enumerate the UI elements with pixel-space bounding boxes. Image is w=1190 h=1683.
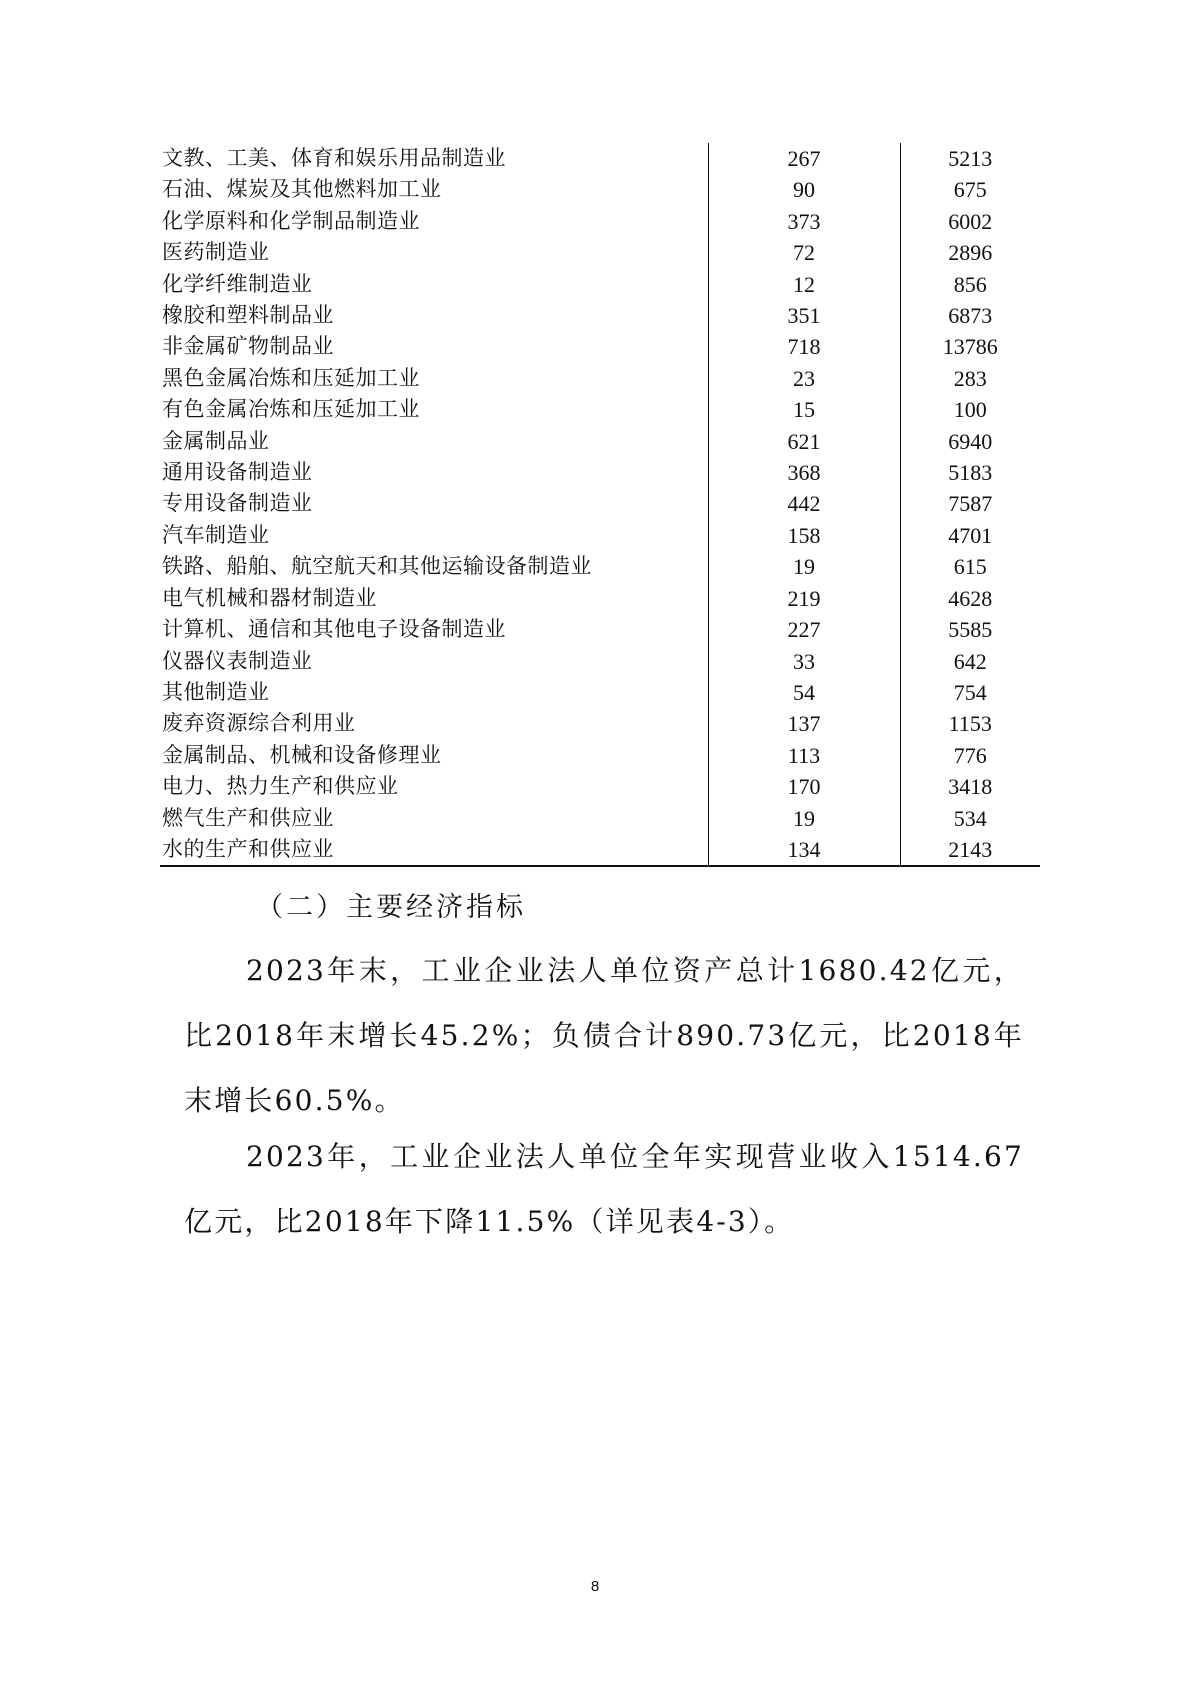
unit-count-cell: 227 xyxy=(708,614,900,645)
employee-count-cell: 5183 xyxy=(900,457,1040,488)
employee-count-cell: 6940 xyxy=(900,426,1040,457)
industry-name-cell: 非金属矿物制品业 xyxy=(162,334,334,359)
employee-count-cell: 100 xyxy=(900,394,1040,425)
unit-count-cell: 219 xyxy=(708,583,900,614)
unit-count-cell: 15 xyxy=(708,394,900,425)
industry-name-cell: 铁路、船舶、航空航天和其他运输设备制造业 xyxy=(162,554,592,579)
table-row xyxy=(160,551,1040,582)
employee-count-cell: 754 xyxy=(900,677,1040,708)
employee-count-cell: 856 xyxy=(900,269,1040,300)
unit-count-cell: 170 xyxy=(708,771,900,802)
employee-count-cell: 6873 xyxy=(900,300,1040,331)
employee-count-cell: 2896 xyxy=(900,237,1040,268)
unit-count-cell: 134 xyxy=(708,834,900,866)
unit-count-cell: 718 xyxy=(708,331,900,362)
industry-name-cell: 黑色金属冶炼和压延加工业 xyxy=(162,365,420,390)
table-row xyxy=(160,834,1040,866)
unit-count-cell: 19 xyxy=(708,803,900,834)
table-row xyxy=(160,237,1040,268)
industry-name-cell: 化学原料和化学制品制造业 xyxy=(162,208,420,233)
industry-name-cell: 有色金属冶炼和压延加工业 xyxy=(162,397,420,422)
employee-count-cell: 283 xyxy=(900,363,1040,394)
employee-count-cell: 13786 xyxy=(900,331,1040,362)
employee-count-cell: 4701 xyxy=(900,520,1040,551)
unit-count-cell: 54 xyxy=(708,677,900,708)
paragraph-revenue-text: 2023年，工业企业法人单位全年实现营业收入1514.67亿元，比2018年下降11.5%（详见表4-3）。 xyxy=(184,1140,1024,1238)
unit-count-cell: 33 xyxy=(708,646,900,677)
industry-table xyxy=(160,143,1040,867)
industry-name-cell: 文教、工美、体育和娱乐用品制造业 xyxy=(162,146,506,170)
table-row xyxy=(160,708,1040,739)
table-row xyxy=(160,206,1040,237)
table-row xyxy=(160,740,1040,771)
unit-count-cell: 373 xyxy=(708,206,900,237)
unit-count-cell: 267 xyxy=(708,143,900,174)
employee-count-cell: 6002 xyxy=(900,206,1040,237)
industry-name-cell: 石油、煤炭及其他燃料加工业 xyxy=(162,177,442,202)
employee-count-cell: 3418 xyxy=(900,771,1040,802)
industry-table-body xyxy=(160,143,1040,866)
table-row xyxy=(160,143,1040,174)
industry-name-cell: 计算机、通信和其他电子设备制造业 xyxy=(162,617,506,642)
section-heading: （二）主要经济指标 xyxy=(256,892,526,923)
unit-count-cell: 442 xyxy=(708,488,900,519)
paragraph-assets-text: 2023年末，工业企业法人单位资产总计1680.42亿元，比2018年末增长45.2%；负债合计890.73亿元，比2018年末增长60.5%。 xyxy=(184,954,1024,1117)
industry-name-cell: 医药制造业 xyxy=(162,240,270,265)
unit-count-cell: 113 xyxy=(708,740,900,771)
unit-count-cell: 368 xyxy=(708,457,900,488)
unit-count-cell: 351 xyxy=(708,300,900,331)
employee-count-cell: 4628 xyxy=(900,583,1040,614)
table-row xyxy=(160,614,1040,645)
table-row xyxy=(160,426,1040,457)
industry-name-cell: 金属制品业 xyxy=(162,428,270,453)
industry-name-cell: 水的生产和供应业 xyxy=(160,834,708,866)
paragraph-assets xyxy=(184,938,1024,1133)
unit-count-cell: 72 xyxy=(708,237,900,268)
industry-name-cell: 电气机械和器材制造业 xyxy=(162,585,377,610)
employee-count-cell: 5585 xyxy=(900,614,1040,645)
table-row xyxy=(160,646,1040,677)
unit-count-cell: 23 xyxy=(708,363,900,394)
table-row xyxy=(160,331,1040,362)
table-row xyxy=(160,803,1040,834)
unit-count-cell: 19 xyxy=(708,551,900,582)
industry-name-cell: 其他制造业 xyxy=(162,679,270,704)
paragraph-revenue xyxy=(184,1124,1024,1254)
table-row xyxy=(160,488,1040,519)
table-row xyxy=(160,457,1040,488)
industry-name-cell: 仪器仪表制造业 xyxy=(162,648,313,673)
employee-count-cell: 2143 xyxy=(900,834,1040,866)
industry-name-cell: 化学纤维制造业 xyxy=(162,271,313,296)
industry-name-cell: 橡胶和塑料制品业 xyxy=(162,303,334,328)
employee-count-cell: 5213 xyxy=(900,143,1040,174)
table-row xyxy=(160,583,1040,614)
page-number: 8 xyxy=(590,1578,600,1595)
employee-count-cell: 615 xyxy=(900,551,1040,582)
unit-count-cell: 158 xyxy=(708,520,900,551)
table-row xyxy=(160,300,1040,331)
unit-count-cell: 621 xyxy=(708,426,900,457)
employee-count-cell: 1153 xyxy=(900,708,1040,739)
table-row xyxy=(160,363,1040,394)
table-row xyxy=(160,269,1040,300)
table-row xyxy=(160,394,1040,425)
employee-count-cell: 675 xyxy=(900,174,1040,205)
industry-name-cell: 电力、热力生产和供应业 xyxy=(162,774,399,799)
industry-name-cell: 专用设备制造业 xyxy=(162,491,313,516)
table-row xyxy=(160,520,1040,551)
table-row xyxy=(160,677,1040,708)
employee-count-cell: 776 xyxy=(900,740,1040,771)
industry-name-cell: 废弃资源综合利用业 xyxy=(162,711,356,736)
unit-count-cell: 12 xyxy=(708,269,900,300)
industry-name-cell: 金属制品、机械和设备修理业 xyxy=(162,742,442,767)
table-row xyxy=(160,771,1040,802)
unit-count-cell: 137 xyxy=(708,708,900,739)
industry-name-cell: 通用设备制造业 xyxy=(162,460,313,485)
employee-count-cell: 642 xyxy=(900,646,1040,677)
industry-name-cell: 燃气生产和供应业 xyxy=(162,805,334,830)
employee-count-cell: 534 xyxy=(900,803,1040,834)
industry-table-container xyxy=(160,143,1040,867)
employee-count-cell: 7587 xyxy=(900,488,1040,519)
industry-name-cell: 汽车制造业 xyxy=(162,522,270,547)
table-row xyxy=(160,174,1040,205)
unit-count-cell: 90 xyxy=(708,174,900,205)
